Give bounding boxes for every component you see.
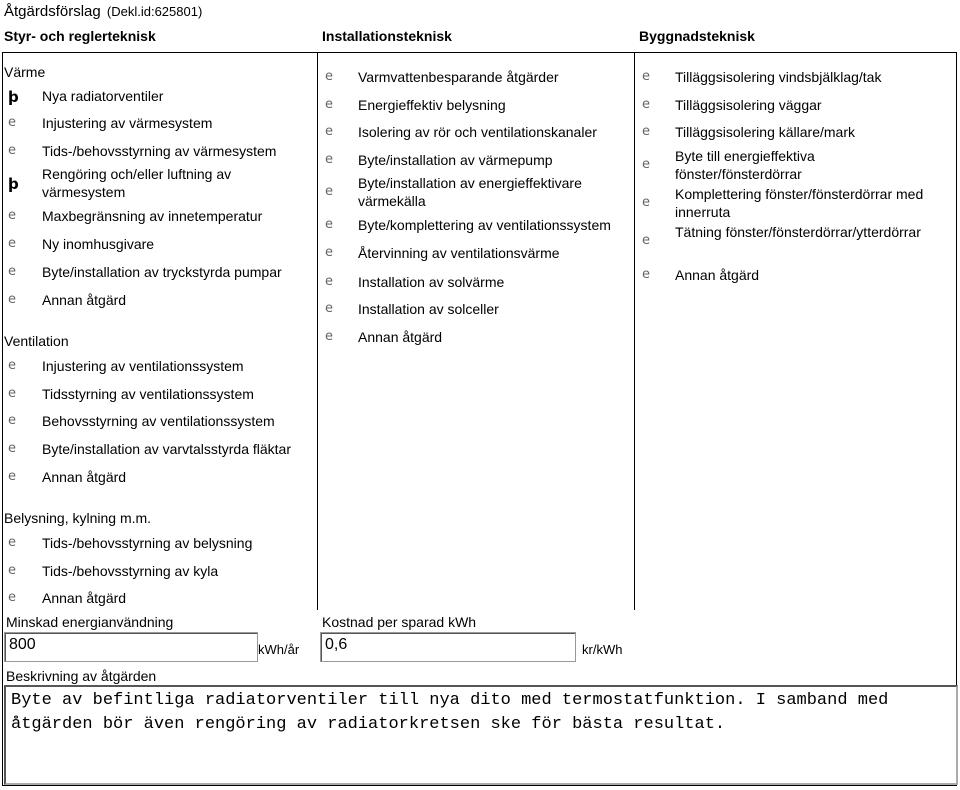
installation-item-label: Återvinning av ventilationsvärme (358, 245, 560, 261)
installation-item-label: Varmvattenbesparande åtgärder (358, 69, 559, 85)
unchecked-checkbox-icon[interactable]: e (8, 115, 16, 130)
unchecked-checkbox-icon[interactable]: e (325, 301, 333, 316)
unchecked-checkbox-icon[interactable]: e (8, 358, 16, 373)
ventilation-item-label: Annan åtgärd (42, 469, 127, 485)
installation-item-label: Installation av solceller (358, 301, 499, 317)
varme-item-label: Injustering av värmesystem (42, 115, 213, 131)
cost-per-kwh-label: Kostnad per sparad kWh (322, 614, 477, 630)
bygg-item-label: Annan åtgärd (675, 267, 760, 283)
unchecked-checkbox-icon[interactable]: e (325, 152, 333, 167)
varme-item-label: Byte/installation av tryckstyrda pumpar (42, 264, 282, 280)
description-label: Beskrivning av åtgärden (6, 668, 157, 684)
bygg-item-label: Tilläggsisolering källare/mark (675, 124, 855, 140)
column-header-installation: Installationsteknisk (322, 28, 452, 44)
unchecked-checkbox-icon[interactable]: e (8, 143, 16, 158)
cost-per-kwh-input[interactable]: 0,6 (320, 632, 576, 662)
section-heading-belysning: Belysning, kylning m.m. (4, 510, 152, 526)
unchecked-checkbox-icon[interactable]: e (325, 97, 333, 112)
section-heading-varme: Värme (4, 64, 46, 80)
unchecked-checkbox-icon[interactable]: e (8, 292, 16, 307)
unchecked-checkbox-icon[interactable]: e (8, 236, 16, 251)
ventilation-item-label: Byte/installation av varvtalsstyrda fläktar (42, 441, 291, 457)
installation-item-label: Energieffektiv belysning (358, 97, 506, 113)
unchecked-checkbox-icon[interactable]: e (642, 267, 650, 282)
unchecked-checkbox-icon[interactable]: e (642, 69, 650, 84)
reduced-energy-unit: kWh/år (258, 642, 300, 657)
unchecked-checkbox-icon[interactable]: e (642, 195, 650, 210)
bygg-item-label: Tilläggsisolering väggar (675, 97, 822, 113)
installation-item-label: Annan åtgärd (358, 329, 443, 345)
belysning-item-label: Tids-/behovsstyrning av belysning (42, 535, 253, 551)
ventilation-item-label: Injustering av ventilationssystem (42, 358, 244, 374)
declaration-id: (Dekl.id:625801) (106, 4, 203, 19)
page-title (4, 3, 202, 20)
unchecked-checkbox-icon[interactable]: e (325, 245, 333, 260)
unchecked-checkbox-icon[interactable]: e (325, 69, 333, 84)
unchecked-checkbox-icon[interactable]: e (8, 386, 16, 401)
installation-item-label: Installation av solvärme (358, 274, 505, 290)
unchecked-checkbox-icon[interactable]: e (325, 217, 333, 232)
column-divider-1 (317, 52, 318, 610)
checked-checkbox-icon[interactable]: þ (8, 88, 19, 106)
varme-item-label: Nya radiatorventiler (42, 88, 164, 104)
reduced-energy-input[interactable]: 800 (4, 632, 258, 662)
column-header-styr: Styr- och reglerteknisk (4, 28, 156, 44)
section-heading-ventilation: Ventilation (4, 333, 69, 349)
ventilation-item-label: Tidsstyrning av ventilationssystem (42, 386, 254, 402)
bygg-item-label: Komplettering fönster/fönsterdörrar med innerruta (675, 186, 924, 220)
varme-item-label: Rengöring och/eller luftning av värmesystem (42, 166, 232, 200)
unchecked-checkbox-icon[interactable]: e (8, 208, 16, 223)
checked-checkbox-icon[interactable]: þ (8, 175, 19, 193)
installation-item-label: Isolering av rör och ventilationskanaler (358, 124, 597, 140)
installation-item-label: Byte/installation av värmepump (358, 152, 553, 168)
belysning-item-label: Tids-/behovsstyrning av kyla (42, 563, 219, 579)
installation-item-label: Byte/installation av energieffektivare värmekälla (358, 175, 582, 209)
varme-item-label: Ny inomhusgivare (42, 236, 155, 252)
bygg-item-label: Byte till energieffektiva fönster/fönsterdörrar (675, 148, 815, 182)
unchecked-checkbox-icon[interactable]: e (8, 590, 16, 605)
unchecked-checkbox-icon[interactable]: e (8, 413, 16, 428)
unchecked-checkbox-icon[interactable]: e (642, 157, 650, 172)
installation-item-label: Byte/komplettering av ventilationssystem (358, 217, 611, 233)
title-text: Åtgärdsförslag (4, 3, 101, 20)
unchecked-checkbox-icon[interactable]: e (642, 233, 650, 248)
varme-item-label: Maxbegränsning av innetemperatur (42, 208, 263, 224)
unchecked-checkbox-icon[interactable]: e (8, 469, 16, 484)
reduced-energy-label: Minskad energianvändning (6, 614, 174, 630)
unchecked-checkbox-icon[interactable]: e (325, 329, 333, 344)
unchecked-checkbox-icon[interactable]: e (8, 535, 16, 550)
unchecked-checkbox-icon[interactable]: e (8, 264, 16, 279)
unchecked-checkbox-icon[interactable]: e (642, 97, 650, 112)
varme-item-label: Annan åtgärd (42, 292, 127, 308)
column-header-bygg: Byggnadsteknisk (639, 28, 755, 44)
unchecked-checkbox-icon[interactable]: e (325, 184, 333, 199)
description-textarea[interactable]: Byte av befintliga radiatorventiler till nya dito med termostatfunktion. I samband med åtgärden bör även rengöring av radiatorkretsen ske för bästa resultat. (4, 685, 958, 785)
unchecked-checkbox-icon[interactable]: e (325, 124, 333, 139)
belysning-item-label: Annan åtgärd (42, 590, 127, 606)
varme-item-label: Tids-/behovsstyrning av värmesystem (42, 143, 277, 159)
column-divider-2 (634, 52, 635, 610)
cost-per-kwh-unit: kr/kWh (582, 642, 623, 657)
unchecked-checkbox-icon[interactable]: e (642, 124, 650, 139)
bygg-item-label: Tätning fönster/fönsterdörrar/ytterdörrar (675, 224, 921, 240)
unchecked-checkbox-icon[interactable]: e (8, 441, 16, 456)
ventilation-item-label: Behovsstyrning av ventilationssystem (42, 413, 275, 429)
bygg-item-label: Tilläggsisolering vindsbjälklag/tak (675, 69, 882, 85)
unchecked-checkbox-icon[interactable]: e (8, 563, 16, 578)
unchecked-checkbox-icon[interactable]: e (325, 274, 333, 289)
